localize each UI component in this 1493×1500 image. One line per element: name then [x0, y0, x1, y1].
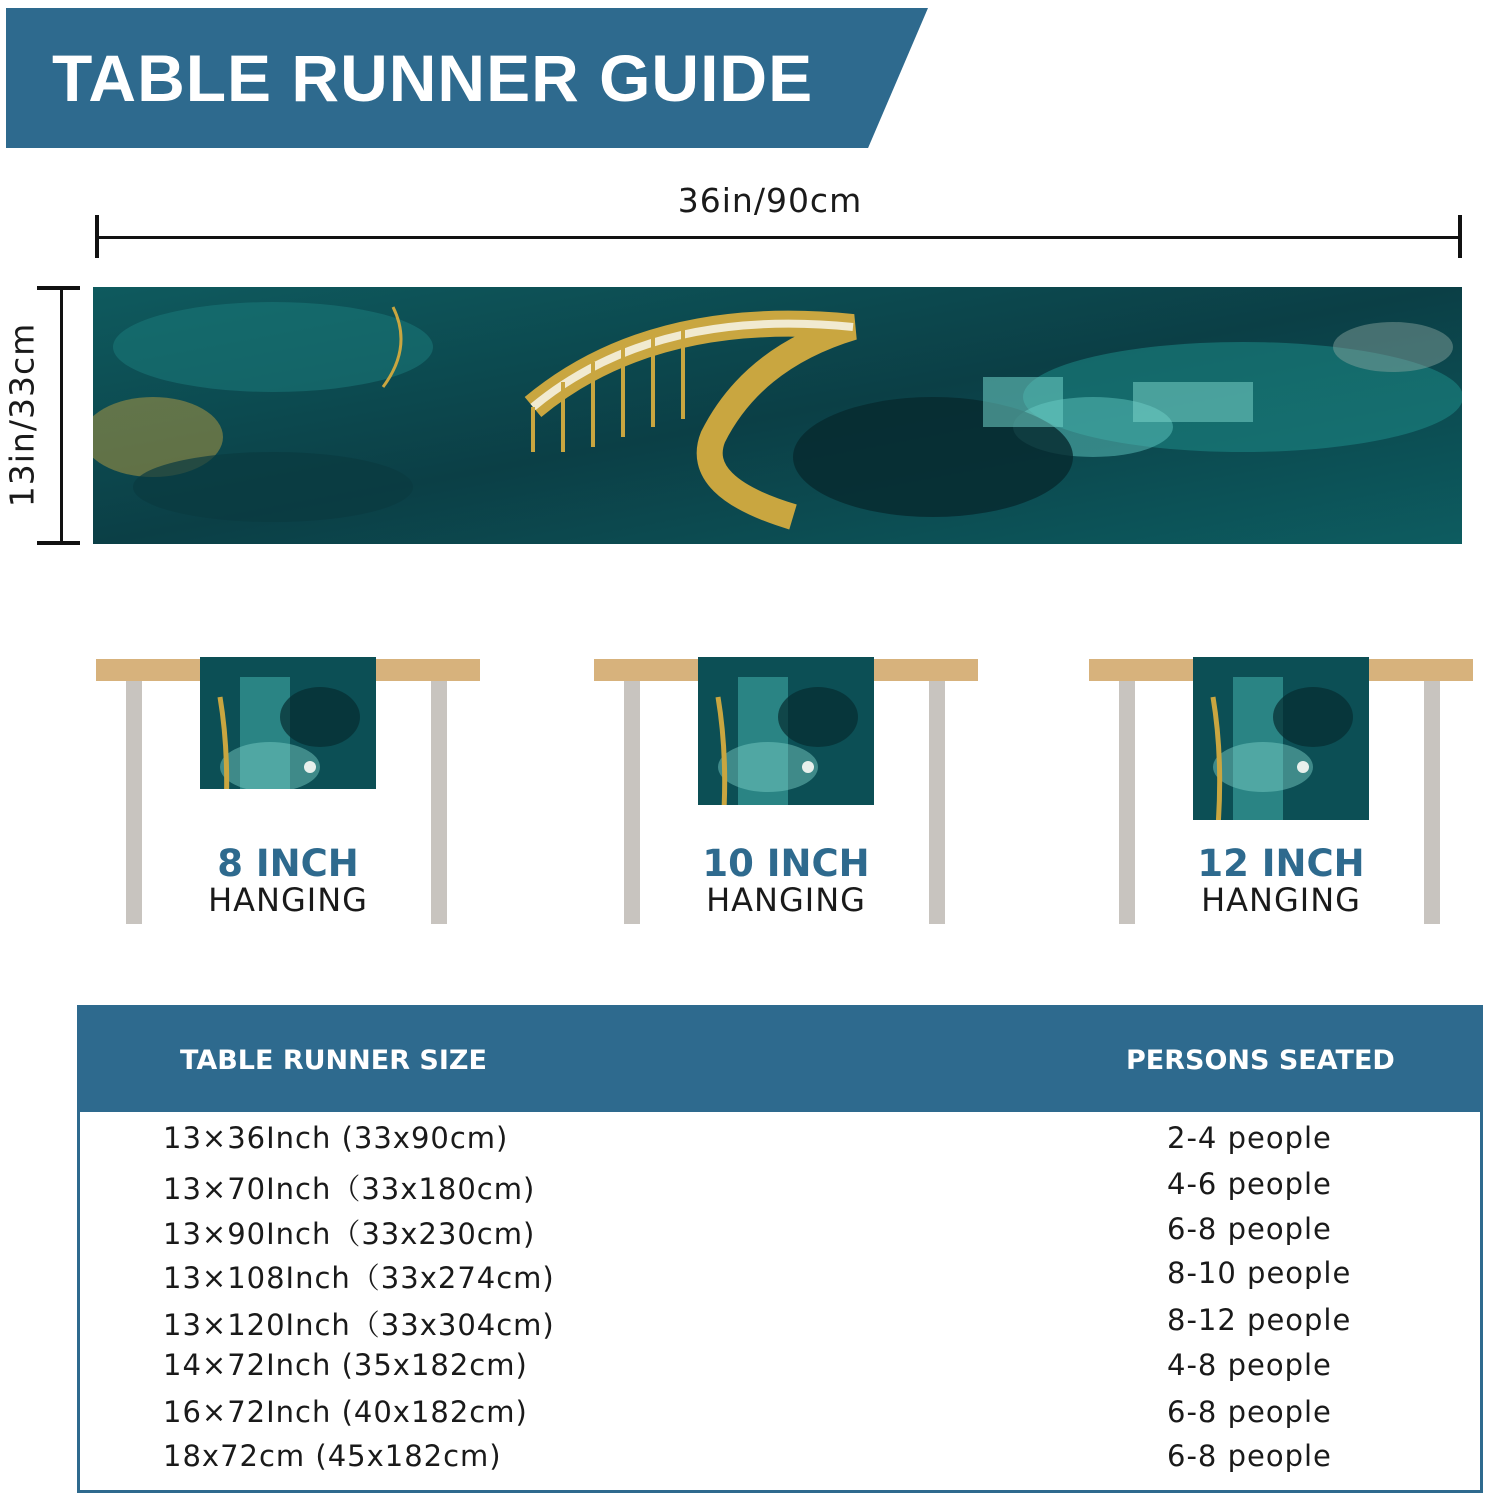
table-row [80, 1121, 1480, 1165]
hanging-length-word: HANGING [208, 881, 368, 919]
hanging-length-number: 12 INCH [1197, 842, 1365, 885]
width-dimension-tick-left [95, 215, 99, 258]
size-cell: 16×72Inch (40x182cm) [163, 1395, 528, 1429]
hanging-length-number: 8 INCH [217, 842, 359, 885]
table-illustration-8-inch [96, 659, 480, 929]
size-cell: 13×120Inch（33x304cm) [163, 1308, 555, 1342]
page-title: TABLE RUNNER GUIDE [52, 41, 814, 115]
size-cell: 14×72Inch (35x182cm) [163, 1348, 528, 1382]
table-runner-image [93, 287, 1462, 544]
size-cell: 13×108Inch（33x274cm) [163, 1261, 555, 1295]
persons-cell: 6-8 people [1167, 1395, 1332, 1429]
persons-cell: 6-8 people [1167, 1439, 1332, 1473]
size-cell: 13×90Inch（33x230cm) [163, 1217, 536, 1251]
table-illustration-10-inch [594, 659, 978, 929]
runner-drape-8-inch [200, 657, 376, 789]
height-dimension-label: 13in/33cm [2, 322, 42, 508]
table-row [80, 1303, 1480, 1347]
table-row [80, 1348, 1480, 1392]
table-row [80, 1439, 1480, 1483]
width-dimension-line [96, 236, 1462, 239]
persons-cell: 6-8 people [1167, 1212, 1332, 1246]
persons-cell: 4-6 people [1167, 1167, 1332, 1201]
width-dimension-tick-right [1458, 215, 1462, 258]
persons-cell: 2-4 people [1167, 1121, 1332, 1155]
hanging-length-number: 10 INCH [702, 842, 870, 885]
column-header-persons: PERSONS SEATED [1126, 1045, 1395, 1076]
persons-cell: 8-10 people [1167, 1256, 1352, 1290]
runner-drape-10-inch [698, 657, 874, 805]
height-dimension-tick-bottom [37, 541, 80, 545]
table-illustration-12-inch [1089, 659, 1473, 929]
size-cell: 13×36Inch (33x90cm) [163, 1121, 509, 1155]
runner-drape-12-inch [1193, 657, 1369, 820]
table-row [80, 1212, 1480, 1256]
hanging-length-word: HANGING [1201, 881, 1361, 919]
persons-cell: 8-12 people [1167, 1303, 1352, 1337]
size-cell: 18x72cm (45x182cm) [163, 1439, 502, 1473]
column-header-size: TABLE RUNNER SIZE [180, 1045, 487, 1076]
height-dimension-line [60, 288, 63, 544]
size-cell: 13×70Inch（33x180cm) [163, 1172, 536, 1206]
persons-cell: 4-8 people [1167, 1348, 1332, 1382]
table-row [80, 1167, 1480, 1211]
table-row [80, 1256, 1480, 1300]
height-dimension-tick-top [37, 286, 80, 290]
hanging-length-word: HANGING [706, 881, 866, 919]
size-table-header [80, 1008, 1480, 1112]
size-table [77, 1005, 1483, 1493]
table-row [80, 1395, 1480, 1439]
width-dimension-label: 36in/90cm [677, 181, 863, 220]
